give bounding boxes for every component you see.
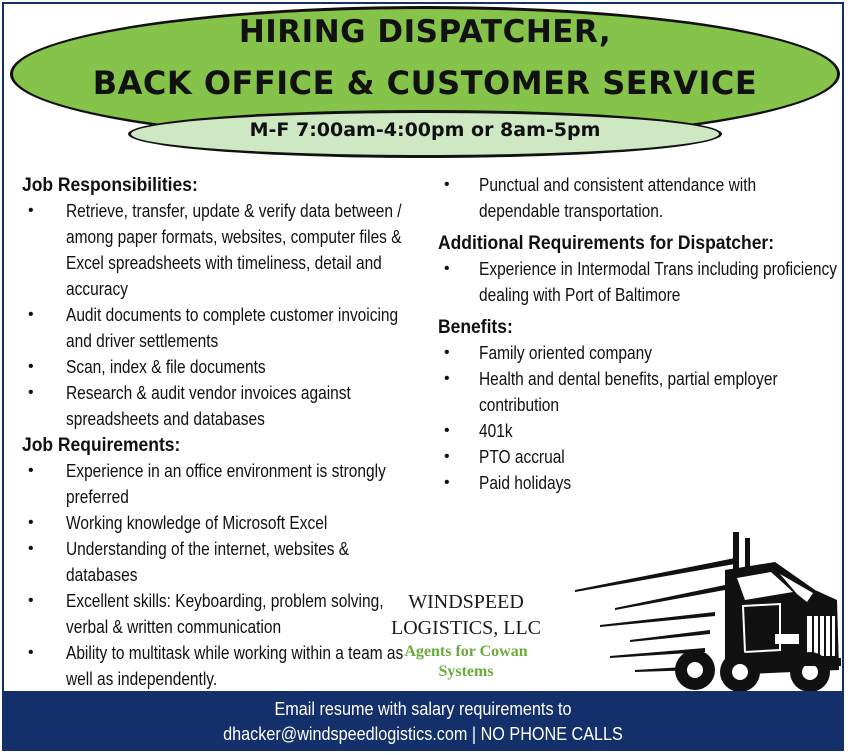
requirements-heading: Job Requirements: — [22, 435, 181, 456]
responsibilities-heading: Job Responsibilities: — [22, 175, 198, 196]
benefits-list — [438, 340, 838, 496]
bullet-icon: • — [28, 462, 34, 479]
list-item: • Experience in an office environment is strongly preferred — [22, 458, 417, 510]
bullet-icon: • — [444, 260, 450, 277]
list-item: • Punctual and consistent attendance with dependable transportation. — [438, 172, 838, 224]
title-line-1: HIRING DISPATCHER, — [238, 14, 612, 50]
bullet-icon: • — [444, 344, 450, 361]
work-hours: M-F 7:00am-4:00pm or 8am-5pm — [249, 119, 601, 141]
bullet-icon: • — [444, 176, 450, 193]
right-column — [438, 172, 838, 496]
list-item: • Scan, index & file documents — [22, 354, 417, 380]
company-name-line-1: WINDSPEED — [408, 591, 524, 613]
bullet-icon: • — [28, 514, 34, 531]
bullet-icon: • — [28, 202, 34, 219]
bullet-icon: • — [28, 592, 34, 609]
list-item: • 401k — [438, 418, 838, 444]
list-item: • Paid holidays — [438, 470, 838, 496]
responsibilities-list — [22, 198, 417, 432]
bullet-icon: • — [444, 422, 450, 439]
semi-truck-icon — [575, 530, 845, 695]
agents-line-2: Systems — [438, 663, 494, 680]
list-item: • Audit documents to complete customer invoicing and driver settlements — [22, 302, 417, 354]
list-item: • Excellent skills: Keyboarding, problem solving, verbal & written communication — [22, 588, 417, 640]
list-item: • PTO accrual — [438, 444, 838, 470]
list-item: • Health and dental benefits, partial employer contribution — [438, 366, 838, 418]
bullet-icon: • — [28, 306, 34, 323]
company-name-line-2: LOGISTICS, LLC — [391, 617, 541, 639]
benefits-heading: Benefits: — [438, 317, 513, 338]
list-item: • Ability to multitask while working within a team as well as independently. — [22, 640, 417, 692]
footer-bar — [2, 691, 844, 751]
list-item: • Experience in Intermodal Trans including proficiency dealing with Port of Baltimore — [438, 256, 838, 308]
requirements-list — [22, 458, 417, 692]
agents-line-1: Agents for Cowan — [404, 643, 528, 660]
list-item: • Working knowledge of Microsoft Excel — [22, 510, 417, 536]
footer-line-1: Email resume with salary requirements to — [274, 699, 572, 719]
company-logo-text — [376, 590, 556, 682]
bullet-icon: • — [444, 370, 450, 387]
footer-contact[interactable]: dhacker@windspeedlogistics.com | NO PHONE CALLS — [223, 724, 623, 744]
dispatcher-heading: Additional Requirements for Dispatcher: — [438, 233, 775, 254]
list-item: • Family oriented company — [438, 340, 838, 366]
bullet-icon: • — [28, 644, 34, 661]
bullet-icon: • — [28, 384, 34, 401]
bullet-icon: • — [28, 358, 34, 375]
list-item: • Research & audit vendor invoices against spreadsheets and databases — [22, 380, 417, 432]
list-item: • Understanding of the internet, websites & databases — [22, 536, 417, 588]
list-item: • Retrieve, transfer, update & verify data between / among paper formats, websites, computer files & Excel spreadsheets with timeliness, detail and accuracy — [22, 198, 417, 302]
bullet-icon: • — [444, 448, 450, 465]
bullet-icon: • — [444, 474, 450, 491]
title-line-2: BACK OFFICE & CUSTOMER SERVICE — [92, 64, 758, 102]
left-column — [22, 172, 417, 692]
requirements-continued-list — [438, 172, 838, 224]
dispatcher-list — [438, 256, 838, 308]
bullet-icon: • — [28, 540, 34, 557]
